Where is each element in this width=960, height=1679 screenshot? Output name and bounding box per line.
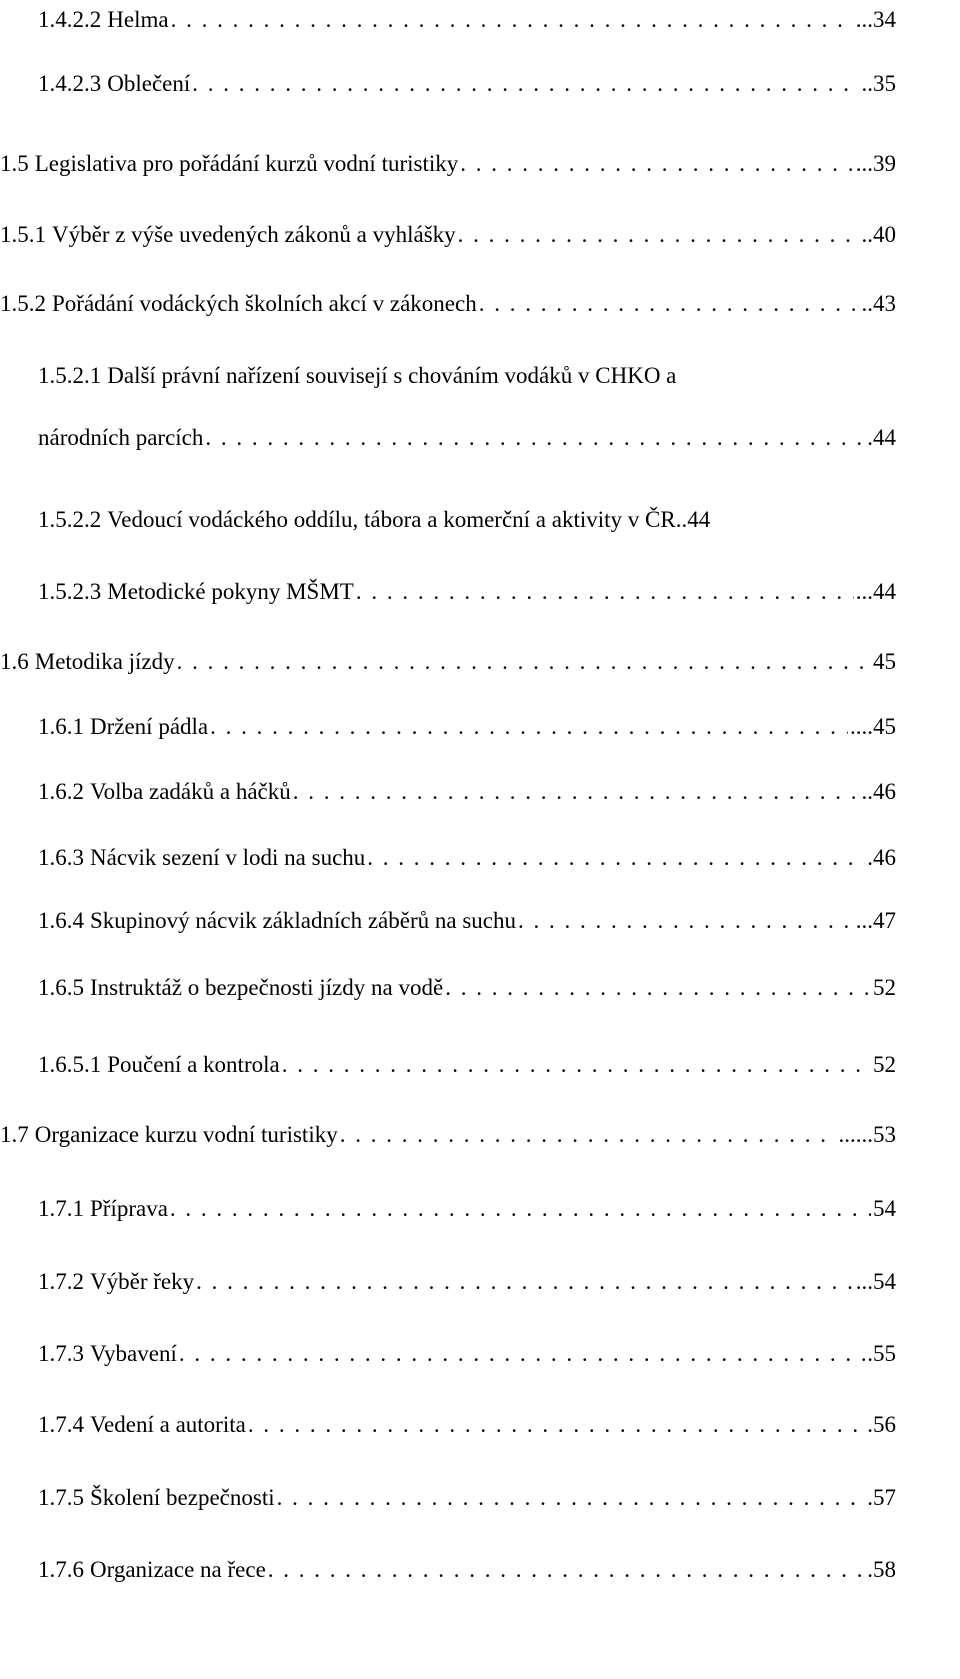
toc-leader	[458, 215, 860, 255]
toc-entry[interactable]	[38, 356, 896, 396]
toc-entry-title: Oblečení	[107, 71, 191, 96]
toc-entry[interactable]	[38, 968, 896, 1008]
toc-entry-title: Organizace na řece	[90, 1557, 266, 1582]
toc-entry-page: .55	[867, 1341, 896, 1366]
toc-leader	[177, 642, 871, 682]
toc-entry-title: Výběr řeky	[90, 1269, 195, 1294]
toc-entry-number: 1.6.5	[38, 975, 84, 1000]
toc-entry-number: 1.6.4	[38, 908, 84, 933]
toc-entry-page: .46	[867, 845, 896, 870]
toc-entry-page: .56	[867, 1412, 896, 1437]
toc-entry-page: ...39	[855, 151, 896, 176]
toc-entry[interactable]	[38, 500, 896, 540]
toc-entry-title: Výběr z výše uvedených zákonů a vyhlášky	[52, 222, 456, 247]
toc-entry[interactable]	[38, 1045, 896, 1085]
toc-entry-number: 1.4.2.2	[38, 7, 102, 32]
toc-entry-page: 52	[873, 975, 896, 1000]
toc-leader	[479, 284, 860, 324]
toc-entry-page: ...34	[855, 7, 896, 32]
toc-leader	[445, 968, 871, 1008]
toc-entry-number: 1.7	[0, 1122, 29, 1147]
toc-entry-number: 1.4.2.3	[38, 71, 102, 96]
toc-leader	[460, 144, 854, 184]
toc-entry-number: 1.5.1	[0, 222, 46, 247]
toc-entry[interactable]	[38, 707, 896, 747]
toc-entry-number: 1.5.2.2	[38, 507, 102, 532]
toc-entry[interactable]	[0, 215, 896, 255]
toc-entry[interactable]	[38, 838, 896, 878]
toc-entry-title: Vedoucí vodáckého oddílu, tábora a komerční a aktivity v ČR	[107, 507, 676, 532]
toc-entry-title: Vedení a autorita	[90, 1412, 246, 1437]
toc-entry-title: Volba zadáků a háčků	[90, 779, 291, 804]
toc-entry-page: ...44	[855, 579, 896, 604]
toc-entry[interactable]	[38, 572, 896, 612]
toc-entry[interactable]	[38, 1334, 896, 1374]
toc-entry-title: Nácvik sezení v lodi na suchu	[90, 845, 366, 870]
toc-entry-number: 1.7.6	[38, 1557, 84, 1582]
toc-entry-number: 1.6.5.1	[38, 1052, 102, 1077]
toc-entry-number: 1.7.4	[38, 1412, 84, 1437]
toc-entry-title: Školení bezpečnosti	[90, 1485, 275, 1510]
toc-entry-title: Poučení a kontrola	[107, 1052, 280, 1077]
toc-entry-title: Legislativa pro pořádání kurzů vodní turistiky	[34, 151, 459, 176]
toc-leader	[170, 1189, 871, 1229]
toc-entry[interactable]	[38, 1189, 896, 1229]
toc-leader	[277, 1478, 866, 1518]
toc-entry-title: národních parcích	[38, 425, 204, 450]
toc-entry-page: ..35	[861, 71, 896, 96]
toc-entry-number: 1.5.2.3	[38, 579, 102, 604]
toc-entry-page: ..44	[675, 507, 711, 532]
toc-entry[interactable]	[38, 1478, 896, 1518]
toc-entry-page: ...47	[855, 908, 896, 933]
toc-entry-page: .44	[867, 425, 896, 450]
toc-entry-title: Držení pádla	[90, 714, 209, 739]
toc-leader	[196, 1262, 854, 1302]
toc-entry[interactable]	[38, 1405, 896, 1445]
toc-entry-number: 1.7.3	[38, 1341, 84, 1366]
toc-leader	[518, 901, 854, 941]
toc-entry-number: 1.5.2.1	[38, 363, 102, 388]
toc-entry-page: 52	[873, 1052, 896, 1077]
toc-leader	[282, 1045, 871, 1085]
toc-entry-page: ..43	[861, 291, 896, 316]
toc-entry-number: 1.5	[0, 151, 29, 176]
toc-leader	[192, 64, 859, 104]
toc-leader	[293, 772, 860, 812]
toc-entry[interactable]	[0, 144, 896, 184]
toc-entry-title: Metodické pokyny MŠMT	[107, 579, 354, 604]
toc-entry-title: Helma	[107, 7, 169, 32]
toc-entry-continuation[interactable]	[38, 418, 896, 458]
toc-entry-number: 1.6.1	[38, 714, 84, 739]
toc-entry-title: Příprava	[90, 1196, 168, 1221]
toc-entry-page: 54	[873, 1196, 896, 1221]
toc-entry-page: .57	[867, 1485, 896, 1510]
toc-entry[interactable]	[0, 284, 896, 324]
toc-entry-title: Organizace kurzu vodní turistiky	[34, 1122, 338, 1147]
toc-entry[interactable]	[0, 1115, 896, 1155]
toc-entry-number: 1.7.2	[38, 1269, 84, 1294]
toc-entry-title: Skupinový nácvik základních záběrů na suchu	[90, 908, 517, 933]
toc-leader	[268, 1550, 865, 1590]
toc-entry-title: Další právní nařízení souvisejí s chováním vodáků v CHKO a	[107, 363, 677, 388]
toc-leader	[340, 1115, 837, 1155]
toc-entry-number: 1.6	[0, 649, 29, 674]
toc-entry-page: ...54	[855, 1269, 896, 1294]
toc-entry[interactable]	[38, 901, 896, 941]
toc-leader	[179, 1334, 865, 1374]
toc-leader	[367, 838, 865, 878]
toc-entry[interactable]	[38, 1262, 896, 1302]
toc-entry[interactable]	[38, 1550, 896, 1590]
toc-entry-title: Instruktáž o bezpečnosti jízdy na vodě	[90, 975, 444, 1000]
toc-leader	[356, 572, 854, 612]
toc-entry-page: 45	[873, 649, 896, 674]
toc-entry-page: ....45	[850, 714, 896, 739]
toc-entry[interactable]	[38, 772, 896, 812]
toc-entry-title: Vybavení	[90, 1341, 177, 1366]
toc-entry-number: 1.5.2	[0, 291, 46, 316]
toc-entry-page: ..46	[861, 779, 896, 804]
toc-entry-number: 1.7.1	[38, 1196, 84, 1221]
toc-entry-number: 1.6.2	[38, 779, 84, 804]
toc-entry-title: Pořádání vodáckých školních akcí v zákonech	[52, 291, 477, 316]
toc-leader	[171, 0, 854, 40]
toc-leader	[210, 707, 848, 747]
toc-entry-title: Metodika jízdy	[34, 649, 175, 674]
toc-entry-number: 1.6.3	[38, 845, 84, 870]
toc-entry[interactable]	[38, 64, 896, 104]
toc-entry-page: ......53	[838, 1122, 896, 1147]
toc-entry-number: 1.7.5	[38, 1485, 84, 1510]
toc-entry-page: ..40	[861, 222, 896, 247]
toc-leader	[248, 1405, 865, 1445]
toc-leader	[205, 418, 865, 458]
toc-entry[interactable]	[0, 642, 896, 682]
toc-entry-page: .58	[867, 1557, 896, 1582]
toc-entry[interactable]	[38, 0, 896, 40]
